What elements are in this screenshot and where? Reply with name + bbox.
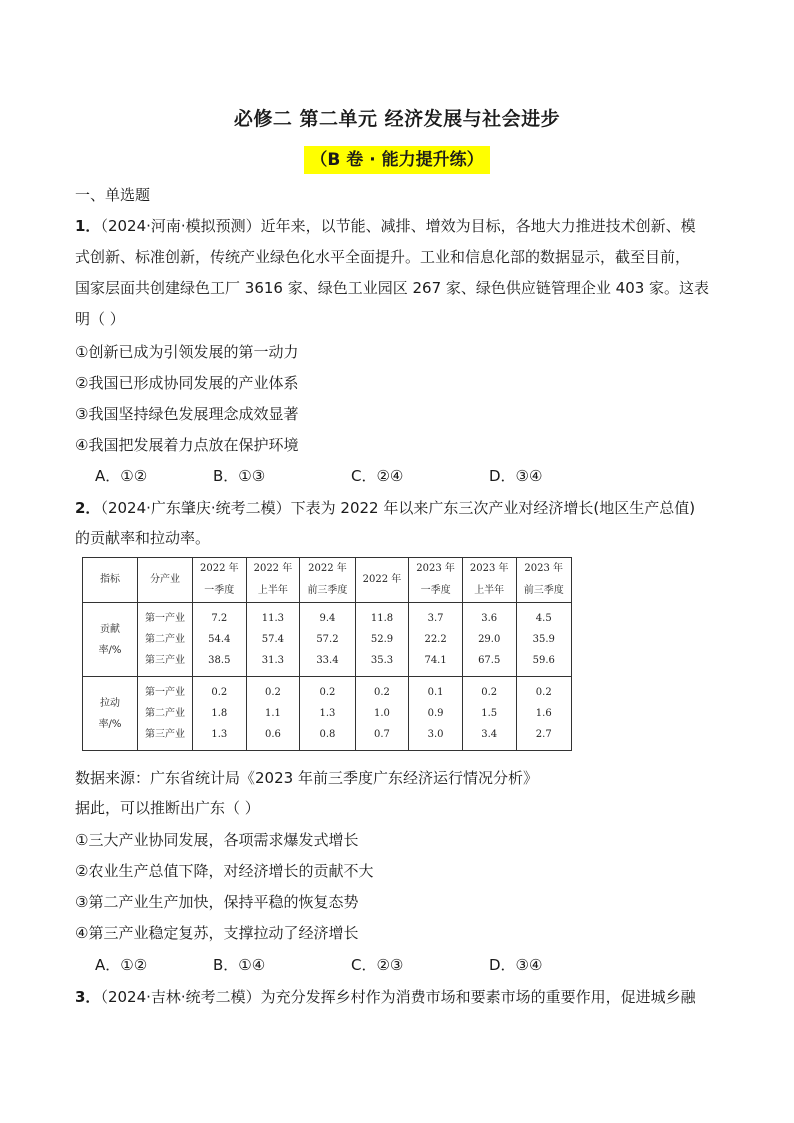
question-1-statement: ②我国已形成协同发展的产业体系: [75, 374, 299, 392]
question-1-option-d[interactable]: D．③④: [489, 467, 543, 485]
question-1-first-line: [75, 215, 696, 237]
table-header-cell: 指标: [83, 558, 138, 603]
table-cell: 0.2 1.5 3.4: [462, 677, 516, 751]
table-row: [83, 603, 572, 677]
question-2-statement: ②农业生产总值下降，对经济增长的贡献不大: [75, 862, 374, 880]
table-cell: 0.2 1.6 2.7: [516, 677, 572, 751]
question-2-source: （2024·广东肇庆·统考二模）: [100, 499, 291, 517]
page-title: 必修二 第二单元 经济发展与社会进步: [233, 108, 561, 130]
table-row-label: 拉动 率/%: [83, 677, 138, 751]
question-1-line: 国家层面共创建绿色工厂 3616 家、绿色工业园区 267 家、绿色供应链管理企业 403 家。这表: [75, 279, 710, 297]
question-1-line: 明（ ）: [75, 310, 125, 328]
data-table: [82, 557, 572, 751]
question-1-statement: ④我国把发展着力点放在保护环境: [75, 436, 299, 454]
table-header-cell: 2022 年 上半年: [246, 558, 300, 603]
table-row-label: 贡献 率/%: [83, 603, 138, 677]
question-1-source: （2024·河南·模拟预测）: [100, 217, 261, 235]
table-header-cell: 2022 年 前三季度: [300, 558, 355, 603]
table-header-row: [83, 558, 572, 603]
question-2-first-line: [75, 497, 695, 519]
question-3-number: 3．: [75, 988, 101, 1006]
table-header-cell: 2023 年 一季度: [409, 558, 463, 603]
table-row: [83, 677, 572, 751]
table-header-cell: 2023 年 上半年: [462, 558, 516, 603]
question-3-text: 为充分发挥乡村作为消费市场和要素市场的重要作用，促进城乡融: [260, 988, 696, 1006]
subtitle-highlight: （B 卷 · 能力提升练）: [304, 146, 489, 174]
question-1-number: 1．: [75, 217, 101, 235]
question-1-text: 近年来，以节能、减排、增效为目标，各地大力推进技术创新、模: [260, 217, 696, 235]
question-2-number: 2．: [75, 499, 101, 517]
table-cell: 11.8 52.9 35.3: [355, 603, 409, 677]
table-header-cell: 2022 年: [355, 558, 409, 603]
table-cell: 4.5 35.9 59.6: [516, 603, 572, 677]
data-source-note: 数据来源：广东省统计局《2023 年前三季度广东经济运行情况分析》: [75, 769, 538, 787]
section-heading: 一、单选题: [75, 186, 151, 204]
question-3-first-line: [75, 986, 696, 1008]
question-2-option-d[interactable]: D．③④: [489, 956, 543, 974]
table-cell: 3.6 29.0 67.5: [462, 603, 516, 677]
question-2-prompt: 据此，可以推断出广东（ ）: [75, 799, 260, 817]
question-1-option-a[interactable]: A．①②: [95, 467, 148, 485]
table-cell: 0.2 1.3 0.8: [300, 677, 355, 751]
table-industry-cell: 第一产业 第二产业 第三产业: [138, 677, 193, 751]
question-2-option-c[interactable]: C．②③: [351, 956, 404, 974]
table-header-cell: 分产业: [138, 558, 193, 603]
question-2-option-b[interactable]: B．①④: [213, 956, 266, 974]
table-cell: 0.1 0.9 3.0: [409, 677, 463, 751]
question-1-line: 式创新、标准创新，传统产业绿色化水平全面提升。工业和信息化部的数据显示，截至目前，: [75, 248, 691, 266]
table-cell: 3.7 22.2 74.1: [409, 603, 463, 677]
subtitle-container: [0, 146, 794, 174]
question-1-option-c[interactable]: C．②④: [351, 467, 404, 485]
table-cell: 9.4 57.2 33.4: [300, 603, 355, 677]
question-1-statement: ③我国坚持绿色发展理念成效显著: [75, 405, 299, 423]
question-2-statement: ①三大产业协同发展，各项需求爆发式增长: [75, 831, 359, 849]
question-1-statement: ①创新已成为引领发展的第一动力: [75, 343, 299, 361]
question-2-text: 下表为 2022 年以来广东三次产业对经济增长(地区生产总值): [290, 499, 696, 517]
question-2-option-a[interactable]: A．①②: [95, 956, 148, 974]
question-2-statement: ④第三产业稳定复苏，支撑拉动了经济增长: [75, 924, 359, 942]
table-cell: 11.3 57.4 31.3: [246, 603, 300, 677]
table-industry-cell: 第一产业 第二产业 第三产业: [138, 603, 193, 677]
question-2-line: 的贡献率和拉动率。: [75, 529, 211, 547]
question-2-statement: ③第二产业生产加快，保持平稳的恢复态势: [75, 893, 359, 911]
table-cell: 0.2 1.8 1.3: [193, 677, 247, 751]
question-3-source: （2024·吉林·统考二模）: [100, 988, 261, 1006]
table-header-cell: 2023 年 前三季度: [516, 558, 572, 603]
question-1-option-b[interactable]: B．①③: [213, 467, 266, 485]
table-header-cell: 2022 年 一季度: [193, 558, 247, 603]
table-cell: 0.2 1.1 0.6: [246, 677, 300, 751]
table-cell: 0.2 1.0 0.7: [355, 677, 409, 751]
table-cell: 7.2 54.4 38.5: [193, 603, 247, 677]
